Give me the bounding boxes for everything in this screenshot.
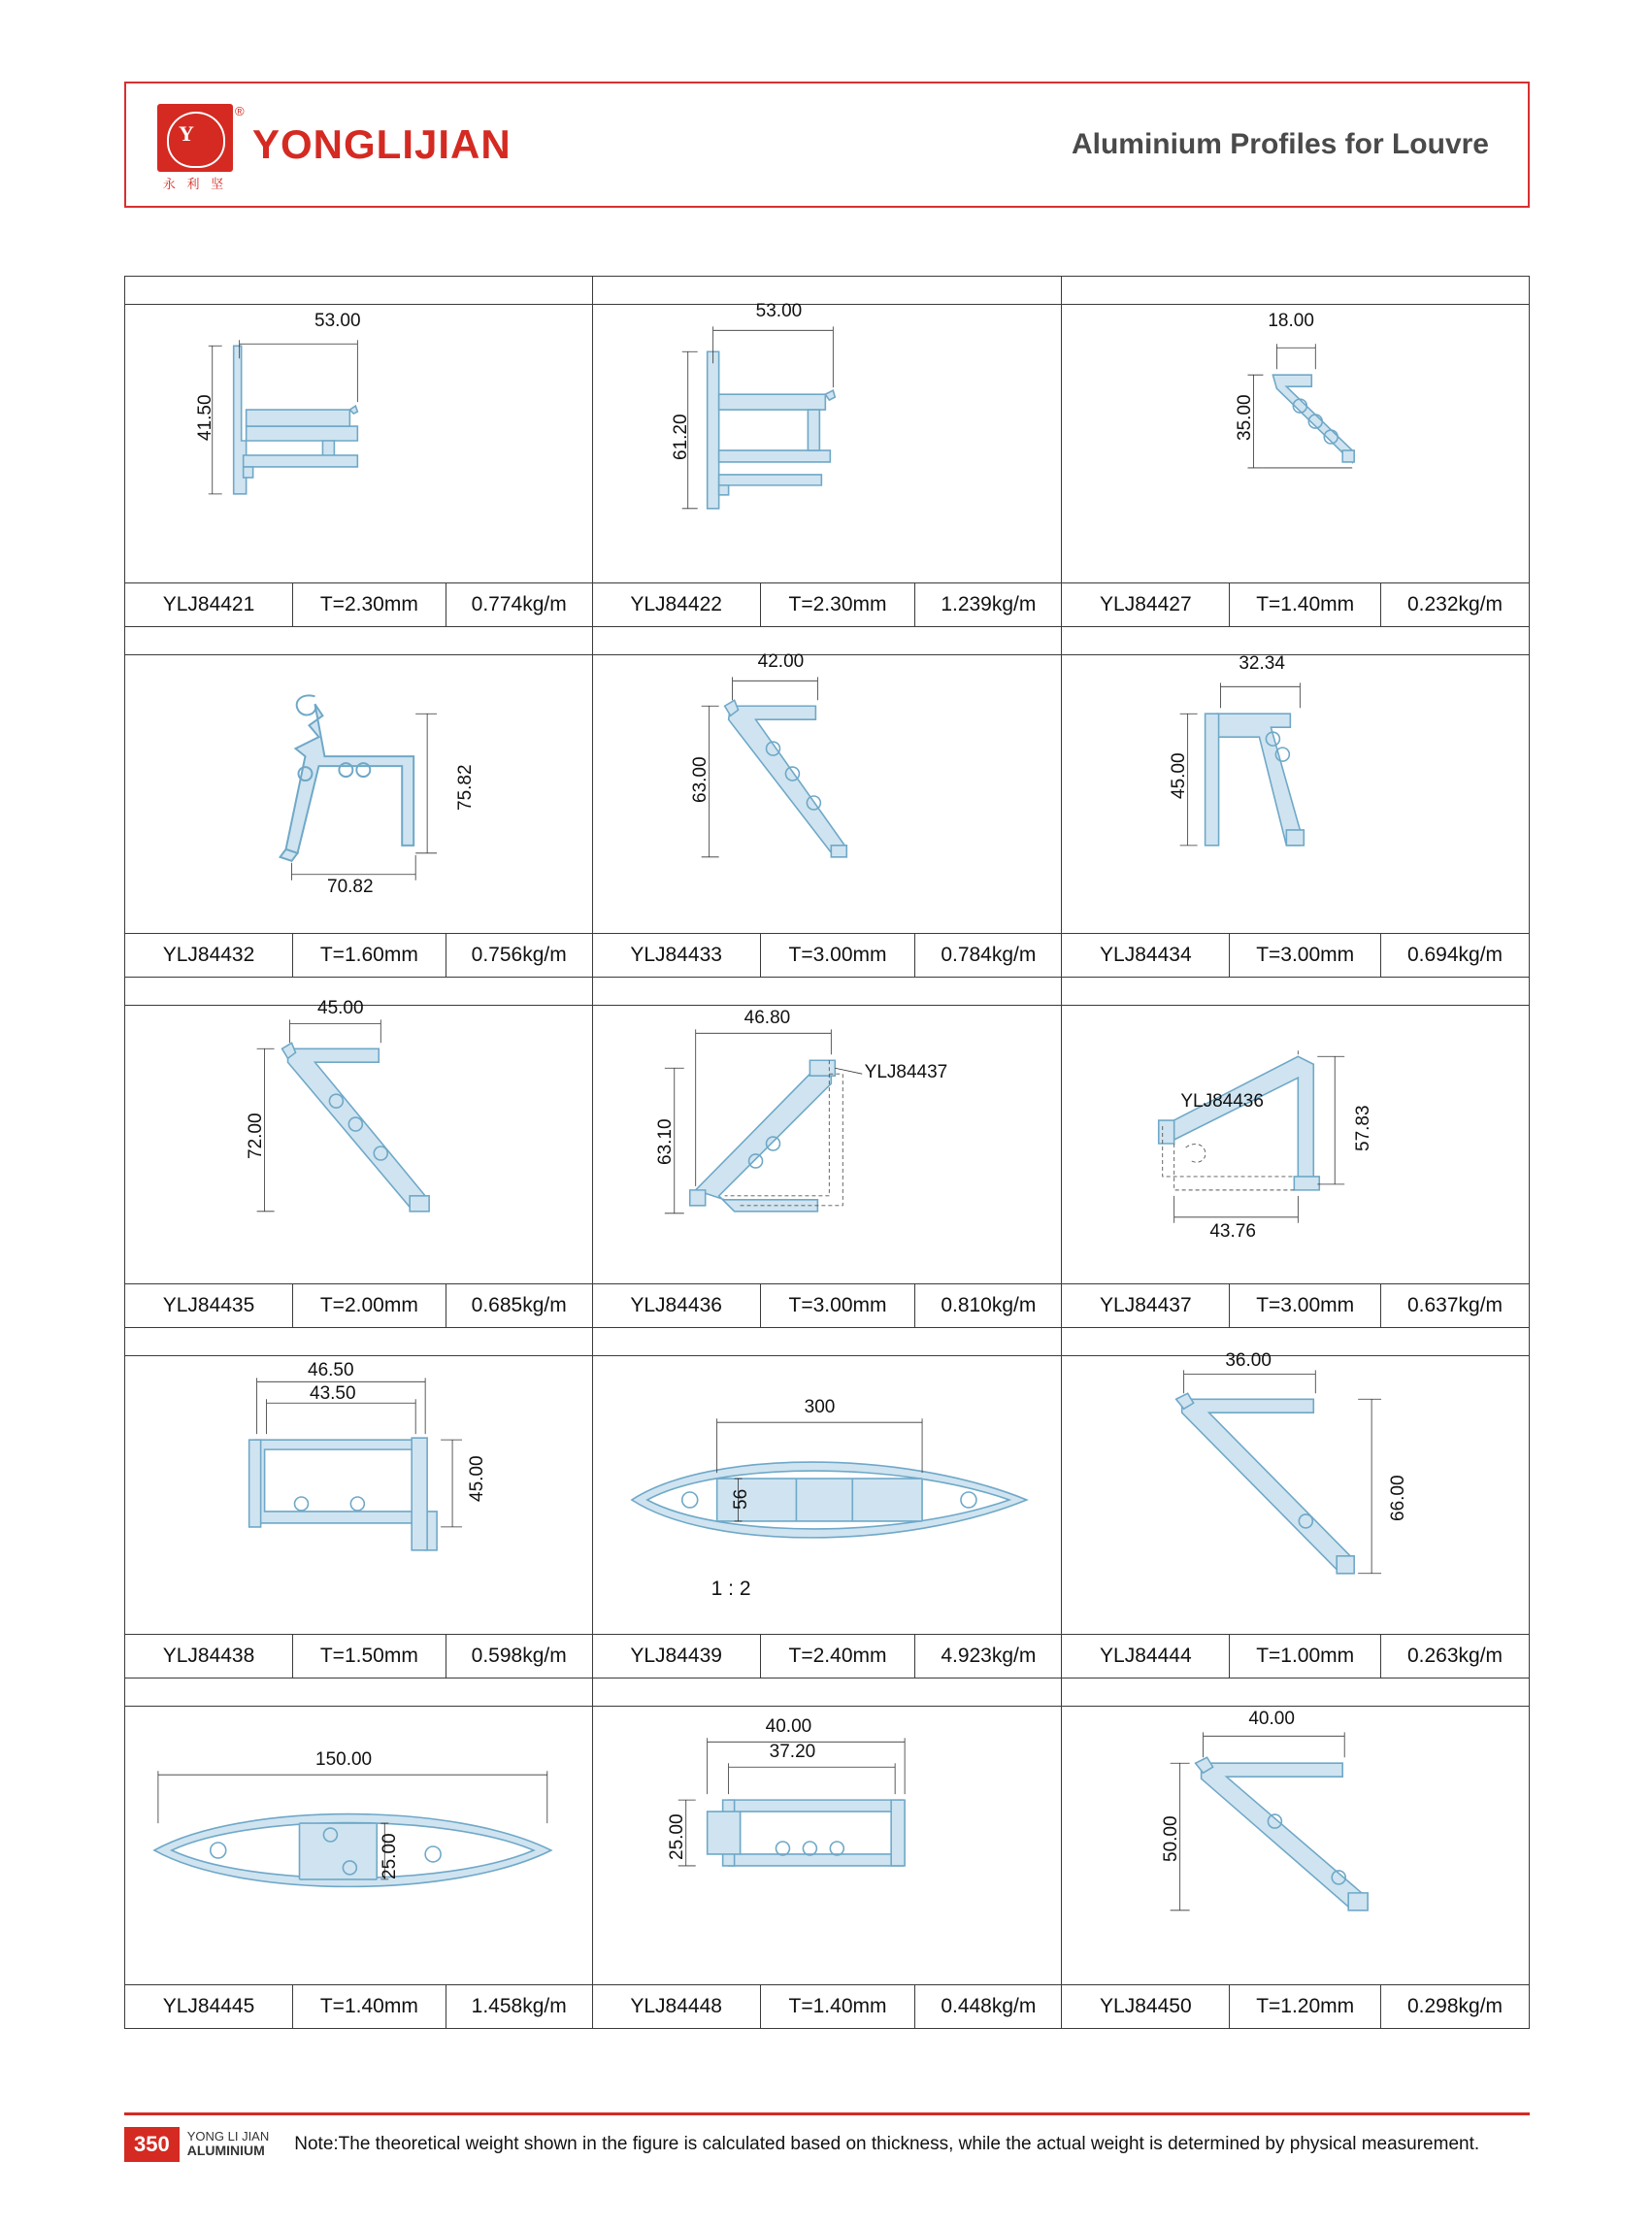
dimension-label: 25.00 — [666, 1813, 687, 1860]
profile-row — [125, 978, 1530, 1328]
drawing-svg — [1062, 305, 1529, 582]
profile-cell-ylj84427 — [1062, 277, 1530, 627]
cell-spacer — [593, 277, 1062, 305]
dimension-label: 75.82 — [455, 764, 476, 811]
page-title: Aluminium Profiles for Louvre — [1071, 128, 1489, 160]
cell-spacer — [593, 1679, 1062, 1707]
dimension-label: 72.00 — [246, 1113, 266, 1159]
profile-grid — [124, 276, 1530, 2029]
footer-note: Note:The theoretical weight shown in the figure is calculated based on thickness, while the actual weight is determined by physical measurement. — [294, 2134, 1480, 2154]
profile-weight: 0.685kg/m — [471, 1294, 567, 1316]
profile-drawing-ylj84448 — [593, 1707, 1062, 1985]
profile-code: YLJ84437 — [1062, 1284, 1230, 1327]
dimension-label: 56 — [730, 1488, 751, 1510]
profile-code: YLJ84422 — [593, 583, 761, 626]
cell-spacer — [593, 627, 1062, 655]
profile-code: YLJ84434 — [1062, 934, 1230, 977]
logo-chinese-name: 永 利 坚 — [162, 177, 228, 191]
dimension-label: 42.00 — [757, 651, 805, 672]
drawing-svg — [593, 1707, 1062, 1984]
drawing-svg — [1062, 655, 1529, 933]
company-logo — [126, 100, 512, 189]
dimension-label: 43.50 — [310, 1383, 356, 1404]
profile-drawing-ylj84436 — [593, 1006, 1062, 1284]
profile-labels — [1062, 583, 1529, 627]
cell-spacer — [125, 277, 592, 305]
dimension-label: 40.00 — [1248, 1709, 1295, 1729]
drawing-svg — [125, 1707, 592, 1984]
profile-code: YLJ84436 — [593, 1284, 761, 1327]
profile-thickness: T=1.40mm — [761, 1985, 916, 2028]
profile-labels — [125, 1284, 592, 1328]
profile-cell-ylj84422 — [593, 277, 1063, 627]
drawing-svg — [125, 1356, 592, 1634]
profile-weight: 1.239kg/m — [941, 593, 1037, 615]
profile-labels — [1062, 1985, 1529, 2029]
page-number: 350 — [124, 2127, 180, 2162]
profile-row — [125, 627, 1530, 978]
profile-labels — [1062, 1284, 1529, 1328]
profile-thickness: T=2.40mm — [761, 1635, 916, 1678]
profile-cell-ylj84434 — [1062, 627, 1530, 978]
profile-callout-label: YLJ84437 — [864, 1062, 948, 1082]
dimension-label: 57.83 — [1353, 1105, 1374, 1151]
profile-thickness: T=1.60mm — [293, 934, 446, 977]
profile-code: YLJ84432 — [125, 934, 293, 977]
cell-spacer — [1062, 277, 1529, 305]
profile-code: YLJ84435 — [125, 1284, 293, 1327]
profile-drawing-ylj84432 — [125, 655, 592, 934]
profile-code: YLJ84439 — [593, 1635, 761, 1678]
cell-spacer — [1062, 978, 1529, 1006]
profile-code: YLJ84448 — [593, 1985, 761, 2028]
profile-thickness: T=1.50mm — [293, 1635, 446, 1678]
drawing-svg — [125, 305, 592, 582]
profile-labels — [125, 1985, 592, 2029]
profile-labels — [593, 934, 1062, 978]
profile-weight: 0.784kg/m — [941, 944, 1037, 966]
dimension-label: 18.00 — [1268, 311, 1314, 331]
profile-labels — [593, 1284, 1062, 1328]
dimension-label: 70.82 — [327, 877, 374, 897]
dimension-label: 50.00 — [1161, 1815, 1182, 1862]
profile-labels — [125, 1635, 592, 1679]
profile-thickness: T=3.00mm — [1230, 934, 1381, 977]
dimension-label: 61.20 — [670, 414, 691, 460]
profile-cell-ylj84421 — [125, 277, 593, 627]
dimension-label: 150.00 — [315, 1749, 373, 1770]
profile-drawing-ylj84437 — [1062, 1006, 1529, 1284]
profile-thickness: T=2.00mm — [293, 1284, 446, 1327]
profile-drawing-ylj84427 — [1062, 305, 1529, 583]
profile-labels — [1062, 1635, 1529, 1679]
profile-thickness: T=1.40mm — [293, 1985, 446, 2028]
profile-code: YLJ84427 — [1062, 583, 1230, 626]
profile-drawing-ylj84433 — [593, 651, 1062, 934]
profile-thickness: T=3.00mm — [1230, 1284, 1381, 1327]
dimension-label: 37.20 — [769, 1742, 816, 1762]
dimension-label: 43.76 — [1209, 1221, 1256, 1242]
profile-thickness: T=1.40mm — [1230, 583, 1381, 626]
profile-weight: 4.923kg/m — [941, 1645, 1037, 1667]
profile-cell-ylj84433 — [593, 627, 1063, 978]
profile-callout-label: YLJ84436 — [1180, 1091, 1264, 1112]
profile-labels — [593, 583, 1062, 627]
profile-drawing-ylj84444 — [1062, 1350, 1529, 1635]
footer-brand-line2: ALUMINIUM — [186, 2143, 265, 2159]
cell-spacer — [1062, 627, 1529, 655]
profile-weight: 0.232kg/m — [1406, 593, 1503, 615]
profile-cell-ylj84439 — [593, 1328, 1063, 1679]
dimension-label: 66.00 — [1388, 1475, 1409, 1521]
profile-code: YLJ84444 — [1062, 1635, 1230, 1678]
dimension-label: 40.00 — [765, 1716, 812, 1737]
profile-weight: 0.263kg/m — [1406, 1645, 1503, 1667]
cell-spacer — [125, 1328, 592, 1356]
profile-drawing-ylj84435 — [125, 998, 592, 1284]
brand-name: YONGLIJIAN — [252, 121, 512, 167]
profile-drawing-ylj84450 — [1062, 1707, 1529, 1985]
profile-cell-ylj84435 — [125, 978, 593, 1328]
profile-weight: 0.448kg/m — [941, 1995, 1037, 2017]
profile-drawing-ylj84421 — [125, 305, 592, 583]
profile-cell-ylj84432 — [125, 627, 593, 978]
profile-cell-ylj84437 — [1062, 978, 1530, 1328]
dimension-label: 25.00 — [380, 1833, 400, 1879]
profile-labels — [1062, 934, 1529, 978]
profile-code: YLJ84433 — [593, 934, 761, 977]
dimension-label: 53.00 — [314, 311, 361, 331]
profile-weight: 1.458kg/m — [471, 1995, 567, 2017]
profile-cell-ylj84436 — [593, 978, 1063, 1328]
cell-spacer — [125, 627, 592, 655]
profile-thickness: T=2.30mm — [761, 583, 916, 626]
profile-labels — [593, 1635, 1062, 1679]
drawing-svg — [125, 1006, 592, 1283]
footer-brand-line1: YONG LI JIAN — [186, 2129, 270, 2144]
page-header — [124, 82, 1530, 208]
profile-thickness: T=1.20mm — [1230, 1985, 1381, 2028]
profile-weight: 0.810kg/m — [941, 1294, 1037, 1316]
profile-code: YLJ84445 — [125, 1985, 293, 2028]
profile-weight: 0.598kg/m — [471, 1645, 567, 1667]
profile-row — [125, 1679, 1530, 2029]
profile-drawing-ylj84439 — [593, 1356, 1062, 1635]
cell-spacer — [593, 1328, 1062, 1356]
dimension-label: 32.34 — [1239, 653, 1285, 674]
dimension-label: 300 — [804, 1397, 836, 1417]
profile-thickness: T=3.00mm — [761, 934, 916, 977]
page-footer — [124, 2120, 1530, 2169]
dimension-label: 41.50 — [195, 394, 215, 441]
profile-weight: 0.756kg/m — [471, 944, 567, 966]
cell-spacer — [1062, 1328, 1529, 1356]
profile-labels — [593, 1985, 1062, 2029]
registered-trademark-icon: ® — [235, 104, 245, 118]
profile-weight: 0.298kg/m — [1406, 1995, 1503, 2017]
profile-drawing-ylj84434 — [1062, 655, 1529, 934]
dimension-label: 36.00 — [1225, 1350, 1272, 1371]
profile-row — [125, 277, 1530, 627]
profile-drawing-ylj84445 — [125, 1707, 592, 1985]
logo-mark-icon — [149, 100, 245, 191]
profile-drawing-ylj84438 — [125, 1356, 592, 1635]
drawing-scale-label: 1 : 2 — [710, 1578, 751, 1600]
profile-cell-ylj84445 — [125, 1679, 593, 2029]
drawing-svg — [1062, 1006, 1529, 1283]
profile-thickness: T=3.00mm — [761, 1284, 916, 1327]
profile-code: YLJ84438 — [125, 1635, 293, 1678]
profile-cell-ylj84438 — [125, 1328, 593, 1679]
profile-labels — [125, 934, 592, 978]
cell-spacer — [593, 978, 1062, 1006]
profile-cell-ylj84444 — [1062, 1328, 1530, 1679]
profile-thickness: T=2.30mm — [293, 583, 446, 626]
profile-cell-ylj84448 — [593, 1679, 1063, 2029]
cell-spacer — [125, 1679, 592, 1707]
dimension-label: 46.80 — [743, 1008, 791, 1028]
profile-cell-ylj84450 — [1062, 1679, 1530, 2029]
footer-brand — [187, 2130, 270, 2159]
cell-spacer — [1062, 1679, 1529, 1707]
dimension-label: 45.00 — [467, 1455, 487, 1502]
profile-weight: 0.637kg/m — [1406, 1294, 1503, 1316]
dimension-label: 53.00 — [755, 301, 803, 321]
profile-thickness: T=1.00mm — [1230, 1635, 1381, 1678]
profile-labels — [125, 583, 592, 627]
logo-initials: Y — [179, 121, 194, 146]
dimension-label: 35.00 — [1235, 394, 1256, 441]
profile-weight: 0.694kg/m — [1406, 944, 1503, 966]
footer-divider — [124, 2112, 1530, 2115]
dimension-label: 63.10 — [654, 1118, 676, 1165]
dimension-label: 45.00 — [317, 998, 364, 1018]
drawing-svg — [1062, 1356, 1529, 1634]
profile-code: YLJ84421 — [125, 583, 293, 626]
profile-drawing-ylj84422 — [593, 301, 1062, 583]
dimension-label: 46.50 — [308, 1360, 354, 1380]
dimension-label: 63.00 — [689, 756, 710, 803]
profile-weight: 0.774kg/m — [471, 593, 567, 615]
profile-row — [125, 1328, 1530, 1679]
drawing-svg — [593, 305, 1062, 582]
drawing-svg — [593, 655, 1062, 933]
dimension-label: 45.00 — [1169, 752, 1190, 799]
profile-code: YLJ84450 — [1062, 1985, 1230, 2028]
drawing-svg — [1062, 1707, 1529, 1984]
